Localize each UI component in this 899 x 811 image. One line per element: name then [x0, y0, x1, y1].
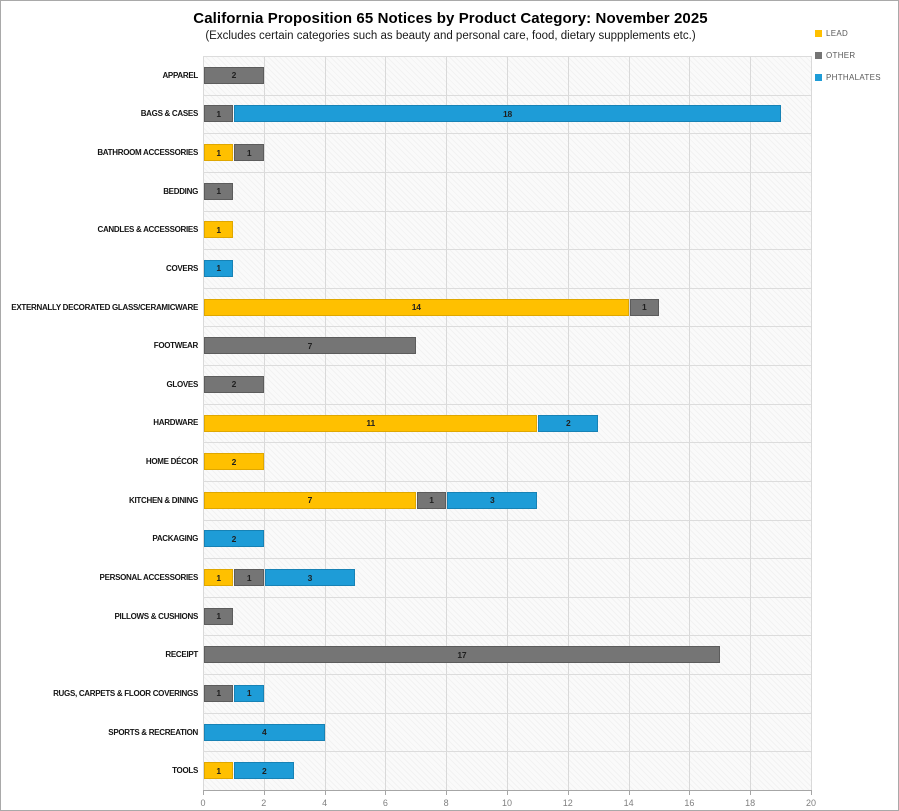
legend-item-lead [815, 28, 848, 38]
bar-value-label: 3 [307, 572, 313, 583]
bar-segment-phthalates [204, 724, 325, 741]
legend [815, 28, 895, 90]
bar-value-label: 7 [307, 340, 313, 351]
category-label: FOOTWEAR [153, 341, 198, 351]
bar-segment-phthalates [204, 530, 264, 547]
category-label: PACKAGING [152, 534, 198, 544]
x-axis-tickmark [446, 791, 447, 795]
bar-value-label: 4 [262, 727, 267, 738]
bar-segment-phthalates [265, 569, 355, 586]
bar-value-label: 2 [231, 379, 237, 390]
category-label: HOME DÉCOR [145, 457, 198, 467]
x-axis-tickmark [689, 791, 690, 795]
x-axis-tick-label: 14 [623, 798, 634, 808]
bar-value-label: 17 [457, 649, 467, 660]
row-separator-gridline [203, 288, 811, 289]
row-separator-gridline [203, 172, 811, 173]
row-separator-gridline [203, 520, 811, 521]
bar-value-label: 1 [246, 147, 252, 158]
x-axis-tickmark [325, 791, 326, 795]
category-label: RUGS, CARPETS & FLOOR COVERINGS [53, 688, 198, 698]
bar-segment-other [204, 183, 233, 200]
category-label: CANDLES & ACCESSORIES [97, 225, 198, 235]
bar-segment-phthalates [538, 415, 598, 432]
bar-value-label: 2 [262, 765, 267, 776]
bar-segment-other [204, 376, 264, 393]
x-axis-tick-label: 16 [684, 798, 695, 808]
bar-segment-lead [204, 144, 233, 161]
category-label: RECEIPT [165, 650, 198, 660]
bar-segment-lead [204, 492, 416, 509]
x-axis-tickmark [264, 791, 265, 795]
x-axis-tickmark [811, 791, 812, 795]
bar-value-label: 1 [216, 611, 221, 622]
bar-segment-lead [204, 415, 537, 432]
bar-value-label: 1 [246, 688, 252, 699]
row-separator-gridline [203, 635, 811, 636]
row-separator-gridline [203, 249, 811, 250]
bar-segment-other [417, 492, 446, 509]
bar-segment-lead [204, 299, 629, 316]
category-label: EXTERNALLY DECORATED GLASS/CERAMICWARE [11, 302, 198, 312]
x-axis-tick-label: 2 [261, 798, 267, 808]
bar-segment-other [204, 608, 233, 625]
bar-value-label: 1 [216, 765, 221, 776]
bar-segment-phthalates [447, 492, 537, 509]
bar-value-label: 1 [216, 263, 221, 274]
x-axis-tickmark [507, 791, 508, 795]
row-separator-gridline [203, 404, 811, 405]
legend-label: OTHER [826, 50, 856, 60]
x-axis-tick-label: 18 [745, 798, 756, 808]
row-separator-gridline [203, 558, 811, 559]
category-label: BATHROOM ACCESSORIES [97, 148, 198, 158]
bar-segment-other [234, 144, 263, 161]
bar-value-label: 2 [231, 456, 237, 467]
category-label: BAGS & CASES [140, 109, 198, 119]
bar-value-label: 1 [216, 147, 221, 158]
bar-value-label: 1 [216, 108, 221, 119]
bar-value-label: 1 [642, 302, 647, 313]
bar-segment-other [204, 646, 720, 663]
row-separator-gridline [203, 95, 811, 96]
bar-segment-other [234, 569, 263, 586]
row-separator-gridline [203, 56, 811, 57]
row-separator-gridline [203, 326, 811, 327]
x-axis-tickmark [203, 791, 204, 795]
x-axis-tickmark [568, 791, 569, 795]
bar-segment-lead [204, 221, 233, 238]
bar-value-label: 1 [216, 688, 221, 699]
legend-label: PHTHALATES [826, 72, 881, 82]
vertical-gridline [811, 56, 812, 790]
bar-segment-other [630, 299, 659, 316]
bar-segment-other [204, 105, 233, 122]
x-axis-tick-label: 20 [805, 798, 817, 808]
bar-value-label: 3 [490, 495, 495, 506]
x-axis-tick-label: 0 [200, 798, 206, 808]
bar-value-label: 1 [216, 572, 221, 583]
row-separator-gridline [203, 211, 811, 212]
bar-value-label: 1 [216, 224, 221, 235]
row-separator-gridline [203, 365, 811, 366]
bar-segment-phthalates [234, 762, 294, 779]
legend-item-phthalates [815, 72, 881, 82]
bar-segment-lead [204, 569, 233, 586]
bar-value-label: 14 [411, 302, 421, 313]
x-axis-tick-label: 8 [443, 798, 449, 808]
row-separator-gridline [203, 597, 811, 598]
legend-swatch-icon [815, 30, 822, 37]
row-separator-gridline [203, 442, 811, 443]
bar-segment-phthalates [234, 685, 263, 702]
bar-value-label: 2 [231, 533, 237, 544]
vertical-gridline [629, 56, 630, 790]
bar-value-label: 2 [566, 418, 571, 428]
bar-value-label: 18 [502, 108, 513, 119]
x-axis-tick-label: 10 [501, 798, 513, 808]
legend-swatch-icon [815, 52, 822, 59]
bar-value-label: 1 [429, 495, 434, 506]
row-separator-gridline [203, 481, 811, 482]
chart-title: California Proposition 65 Notices by Product Category: November 2025 [193, 10, 708, 27]
row-separator-gridline [203, 751, 811, 752]
category-label: APPAREL [162, 70, 198, 80]
category-label: TOOLS [172, 766, 198, 776]
category-label: BEDDING [163, 186, 198, 196]
category-label: PERSONAL ACCESSORIES [99, 573, 198, 583]
bar-segment-phthalates [234, 105, 780, 122]
vertical-gridline [689, 56, 690, 790]
bar-value-label: 11 [366, 418, 375, 428]
bar-value-label: 1 [216, 186, 221, 197]
row-separator-gridline [203, 713, 811, 714]
x-axis-tickmark [629, 791, 630, 795]
vertical-gridline [750, 56, 751, 790]
bar-segment-other [204, 337, 416, 354]
x-axis-tick-label: 6 [382, 798, 388, 808]
category-label: GLOVES [166, 379, 198, 389]
bar-value-label: 7 [307, 495, 313, 506]
legend-label: LEAD [826, 28, 849, 38]
chart-subtitle: (Excludes certain categories such as beauty and personal care, food, dietary suppplements etc.) [205, 30, 696, 42]
bar-segment-lead [204, 453, 264, 470]
x-axis-tick-label: 4 [322, 798, 328, 808]
category-label: COVERS [166, 263, 198, 273]
x-axis-tick-label: 12 [562, 798, 573, 808]
bar-segment-lead [204, 762, 233, 779]
category-label: SPORTS & RECREATION [108, 727, 198, 737]
category-label: HARDWARE [153, 418, 198, 428]
row-separator-gridline [203, 674, 811, 675]
category-label: PILLOWS & CUSHIONS [114, 611, 198, 621]
bar-segment-other [204, 685, 233, 702]
x-axis-tickmark [385, 791, 386, 795]
bar-value-label: 1 [246, 572, 252, 583]
legend-swatch-icon [815, 74, 822, 81]
category-label: KITCHEN & DINING [129, 495, 198, 505]
bar-segment-other [204, 67, 264, 84]
row-separator-gridline [203, 133, 811, 134]
x-axis-tickmark [750, 791, 751, 795]
bar-value-label: 2 [231, 70, 237, 81]
bar-segment-phthalates [204, 260, 233, 277]
legend-item-other [815, 50, 856, 60]
